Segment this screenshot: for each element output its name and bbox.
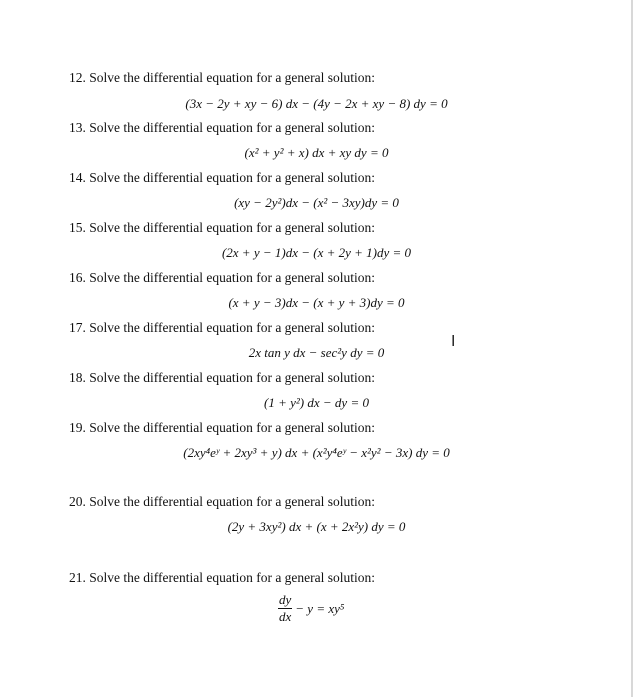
problem-18-label: 18. Solve the differential equation for a general solution: (69, 370, 376, 385)
problem-21-label: 21. Solve the differential equation for a general solution: (69, 570, 376, 585)
problem-14-equation: (xy − 2y²)dx − (x² − 3xy)dy = 0 (234, 195, 399, 210)
equation-remainder: − y = xy⁵ (295, 600, 345, 616)
problem-16-equation: (x + y − 3)dx − (x + y + 3)dy = 0 (228, 295, 405, 310)
problem-15-label: 15. Solve the differential equation for a general solution: (69, 220, 376, 235)
problem-13-equation: (x² + y² + x) dx + xy dy = 0 (244, 145, 389, 160)
problem-16-label: 16. Solve the differential equation for a general solution: (69, 270, 376, 285)
problem-13-label: 13. Solve the differential equation for a general solution: (69, 120, 376, 135)
problem-14-label: 14. Solve the differential equation for a general solution: (69, 170, 376, 185)
problem-12-label: 12. Solve the differential equation for a general solution: (69, 70, 376, 85)
problem-17-label: 17. Solve the differential equation for a general solution: (69, 320, 376, 335)
derivative-fraction (278, 593, 292, 624)
problem-18-equation: (1 + y²) dx − dy = 0 (264, 395, 369, 410)
problem-20-equation: (2y + 3xy²) dx + (x + 2x²y) dy = 0 (227, 519, 406, 534)
problem-17-equation: 2x tan y dx − sec²y dy = 0 (248, 345, 385, 360)
text-cursor-icon: I (451, 332, 456, 350)
fraction-numerator: dy (279, 592, 292, 607)
fraction-denominator: dx (279, 609, 292, 624)
problem-12-equation: (3x − 2y + xy − 6) dx − (4y − 2x + xy − 8) dy = 0 (185, 96, 448, 111)
problem-19-label: 19. Solve the differential equation for a general solution: (69, 420, 376, 435)
problem-21-equation (278, 593, 344, 624)
problem-20-label: 20. Solve the differential equation for a general solution: (69, 494, 376, 509)
problem-19-equation: (2xy⁴eʸ + 2xy³ + y) dx + (x²y⁴eʸ − x²y² − 3x) dy = 0 (183, 445, 450, 460)
problem-15-equation: (2x + y − 1)dx − (x + 2y + 1)dy = 0 (221, 245, 412, 260)
